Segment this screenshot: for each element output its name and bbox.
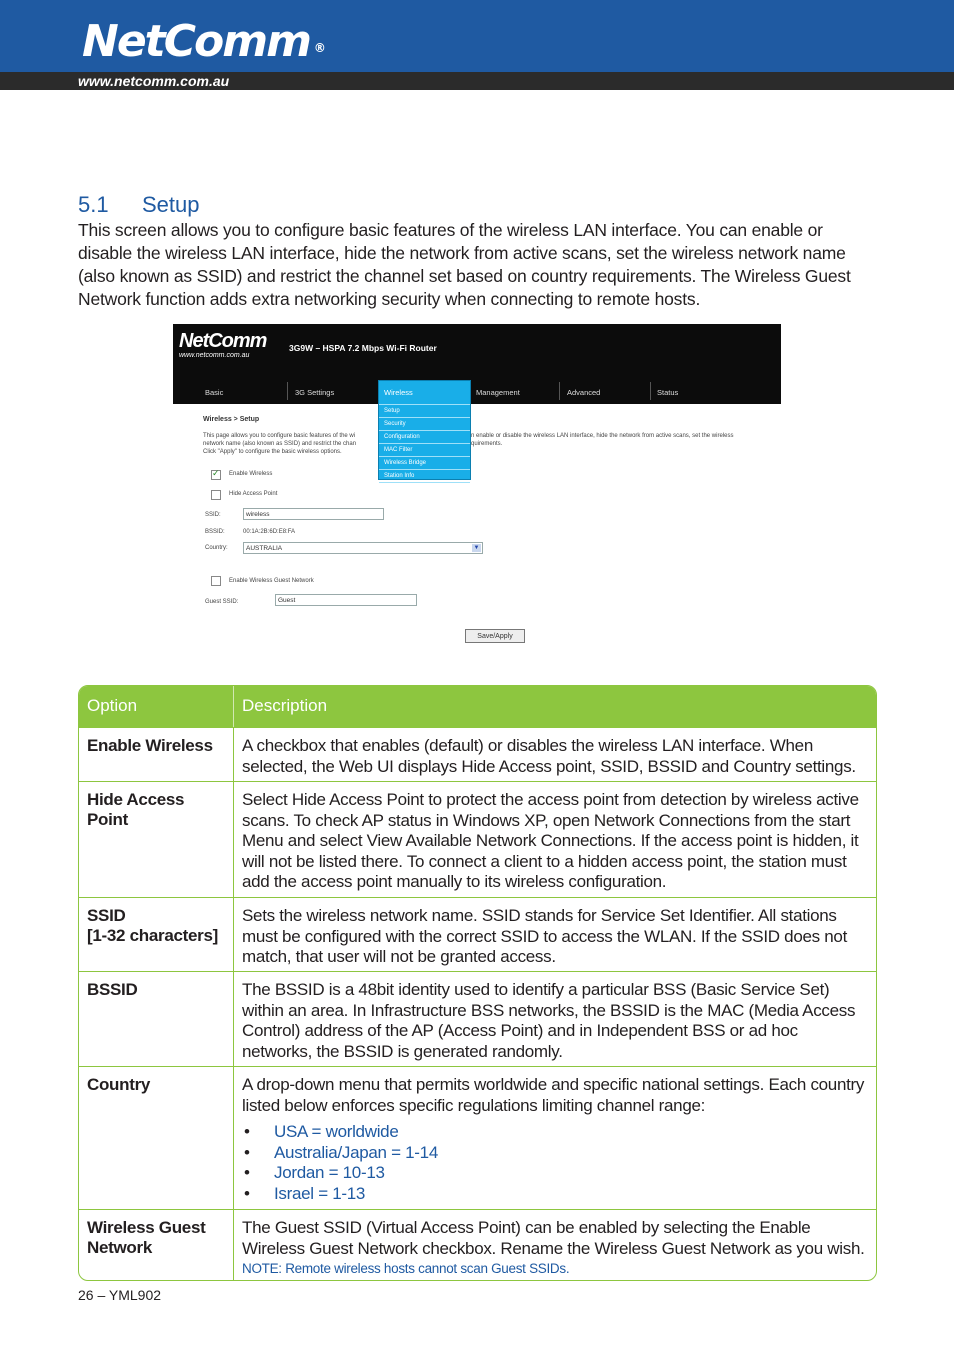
country-select[interactable] bbox=[243, 542, 483, 554]
page-header bbox=[0, 0, 954, 90]
guest-network-checkbox[interactable] bbox=[211, 576, 221, 586]
option-enable-wireless: Enable Wireless bbox=[87, 736, 213, 755]
menu-separator bbox=[287, 382, 288, 400]
menu-advanced[interactable]: Advanced bbox=[567, 388, 601, 397]
router-header bbox=[173, 324, 781, 404]
menu-3g-settings[interactable]: 3G Settings bbox=[295, 388, 335, 397]
option-bssid: BSSID bbox=[87, 980, 138, 999]
table-header bbox=[79, 686, 876, 727]
dropdown-station-info[interactable]: Station Info bbox=[379, 470, 470, 483]
column-header-description: Description bbox=[242, 696, 328, 715]
router-logo: NetComm bbox=[179, 330, 267, 352]
dropdown-setup[interactable]: Setup bbox=[379, 405, 470, 418]
list-item: • Australia/Japan = 1-14 bbox=[242, 1143, 872, 1164]
ssid-label: SSID: bbox=[205, 512, 221, 518]
option-ssid-range: [1-32 characters] bbox=[87, 926, 218, 945]
table-row bbox=[79, 781, 876, 897]
save-apply-button[interactable]: Save/Apply bbox=[465, 629, 525, 643]
router-url: www.netcomm.com.au bbox=[179, 352, 250, 359]
option-country: Country bbox=[87, 1075, 151, 1094]
column-divider bbox=[233, 1210, 234, 1281]
menu-wireless[interactable]: Wireless bbox=[379, 381, 470, 405]
bssid-label: BSSID: bbox=[205, 529, 225, 535]
intro-paragraph: This screen allows you to configure basic features of the wireless LAN interface. You can enable or disable the wireless LAN interface, hide the network from active scans, set the wireless network name (also known as SSID) and restrict the channel set based on country requirements. The Wireless Guest Network function adds extra networking security when connecting to remote hosts. bbox=[78, 220, 851, 309]
option-ssid bbox=[87, 906, 227, 946]
bssid-value: 00:1A:2B:6D:E8:FA bbox=[243, 529, 296, 535]
option-hide-access-point: Hide Access Point bbox=[87, 790, 185, 829]
hide-ap-checkbox[interactable] bbox=[211, 490, 221, 500]
description-country bbox=[242, 1075, 872, 1204]
router-title: 3G9W – HSPA 7.2 Mbps Wi-Fi Router bbox=[289, 343, 437, 353]
menu-management[interactable]: Management bbox=[476, 388, 520, 397]
router-screenshot bbox=[173, 324, 781, 652]
guest-description-text: The Guest SSID (Virtual Access Point) can be enabled by selecting the Enable Wireless Guest Network checkbox. Rename the Wireless Guest Network as you wish. bbox=[242, 1218, 865, 1258]
table-row bbox=[79, 727, 876, 781]
page-footer: 26 – YML902 bbox=[78, 1287, 162, 1303]
dropdown-configuration[interactable]: Configuration bbox=[379, 431, 470, 444]
table-row bbox=[79, 897, 876, 971]
section-number: 5.1 bbox=[78, 192, 109, 217]
options-table bbox=[78, 685, 877, 1281]
hide-ap-label: Hide Access Point bbox=[229, 491, 278, 497]
description-wireless-guest-network bbox=[242, 1218, 872, 1277]
dropdown-security[interactable]: Security bbox=[379, 418, 470, 431]
table-row bbox=[79, 971, 876, 1066]
column-divider bbox=[233, 782, 234, 897]
table-row bbox=[79, 1066, 876, 1209]
router-desc-left: This page allows you to configure basic features of the wi network name (also known as SSID) and restrict the chan Click "Apply" to configure the basic wireless options. bbox=[203, 433, 357, 455]
ssid-input[interactable]: wireless bbox=[243, 508, 384, 520]
country-channel-list bbox=[242, 1122, 872, 1204]
router-breadcrumb: Wireless > Setup bbox=[203, 416, 260, 423]
header-url: www.netcomm.com.au bbox=[78, 73, 230, 89]
enable-wireless-label: Enable Wireless bbox=[229, 471, 273, 477]
menu-separator bbox=[559, 382, 560, 400]
netcomm-logo: NetComm ® bbox=[82, 16, 326, 67]
option-wireless-guest-network: Wireless Guest Network bbox=[87, 1218, 206, 1257]
column-header-option: Option bbox=[87, 696, 138, 715]
enable-wireless-checkbox[interactable] bbox=[211, 470, 221, 480]
section-name: Setup bbox=[142, 192, 200, 217]
menu-basic[interactable]: Basic bbox=[205, 388, 224, 397]
description-enable-wireless: A checkbox that enables (default) or disables the wireless LAN interface. When selected, the Web UI displays Hide Access point, SSID, BSSID and Country settings. bbox=[242, 736, 856, 776]
description-hide-access-point: Select Hide Access Point to protect the access point from detection by wireless active scans. To check AP status in Windows XP, open Network Connections from the start Menu and select View Available Network Connections. If the access point is hidden, it will not be listed there. To connect a client to a hidden access point, the station must add the access point manually to its wireless configuration. bbox=[242, 790, 859, 891]
registered-mark: ® bbox=[313, 41, 326, 55]
section-title bbox=[78, 191, 200, 219]
list-item: • Israel = 1-13 bbox=[242, 1184, 872, 1205]
column-divider bbox=[233, 686, 234, 727]
guest-ssid-input[interactable]: Guest bbox=[275, 594, 417, 606]
description-ssid: Sets the wireless network name. SSID stands for Service Set Identifier. All stations must be configured with the correct SSID to access the WLAN. If the SSID does not match, that user will not be granted access. bbox=[242, 906, 847, 966]
dropdown-wireless-bridge[interactable]: Wireless Bridge bbox=[379, 457, 470, 470]
router-desc-right: n enable or disable the wireless LAN interface, hide the network from active scans, set the wireless quirements. bbox=[471, 433, 734, 447]
wireless-dropdown bbox=[378, 380, 471, 480]
chevron-down-icon[interactable]: ▼ bbox=[473, 545, 480, 551]
list-item: • Jordan = 10-13 bbox=[242, 1163, 872, 1184]
dropdown-mac-filter[interactable]: MAC Filter bbox=[379, 444, 470, 457]
country-description-text: A drop-down menu that permits worldwide and specific national settings. Each country listed below enforces specific regulations limiting channel range: bbox=[242, 1075, 865, 1115]
menu-status[interactable]: Status bbox=[657, 388, 679, 397]
column-divider bbox=[233, 728, 234, 781]
guest-network-label: Enable Wireless Guest Network bbox=[229, 578, 314, 584]
menu-separator bbox=[650, 382, 651, 400]
list-item: • USA = worldwide bbox=[242, 1122, 872, 1143]
column-divider bbox=[233, 1067, 234, 1209]
column-divider bbox=[233, 898, 234, 971]
column-divider bbox=[233, 972, 234, 1066]
country-label: Country: bbox=[205, 545, 228, 551]
option-ssid-name: SSID bbox=[87, 906, 126, 925]
guest-ssid-label: Guest SSID: bbox=[205, 599, 239, 605]
country-value: AUSTRALIA bbox=[246, 545, 283, 552]
table-row bbox=[79, 1209, 876, 1281]
description-bssid: The BSSID is a 48bit identity used to identify a particular BSS (Basic Service Set) within an area. In Infrastructure BSS networks, the BSSID is the MAC (Media Access Control) address of the AP (Access Point) and in Independent BSS or ad hoc networks, the BSSID is generated randomly. bbox=[242, 980, 856, 1061]
guest-note: NOTE: Remote wireless hosts cannot scan Guest SSIDs. bbox=[242, 1261, 570, 1276]
